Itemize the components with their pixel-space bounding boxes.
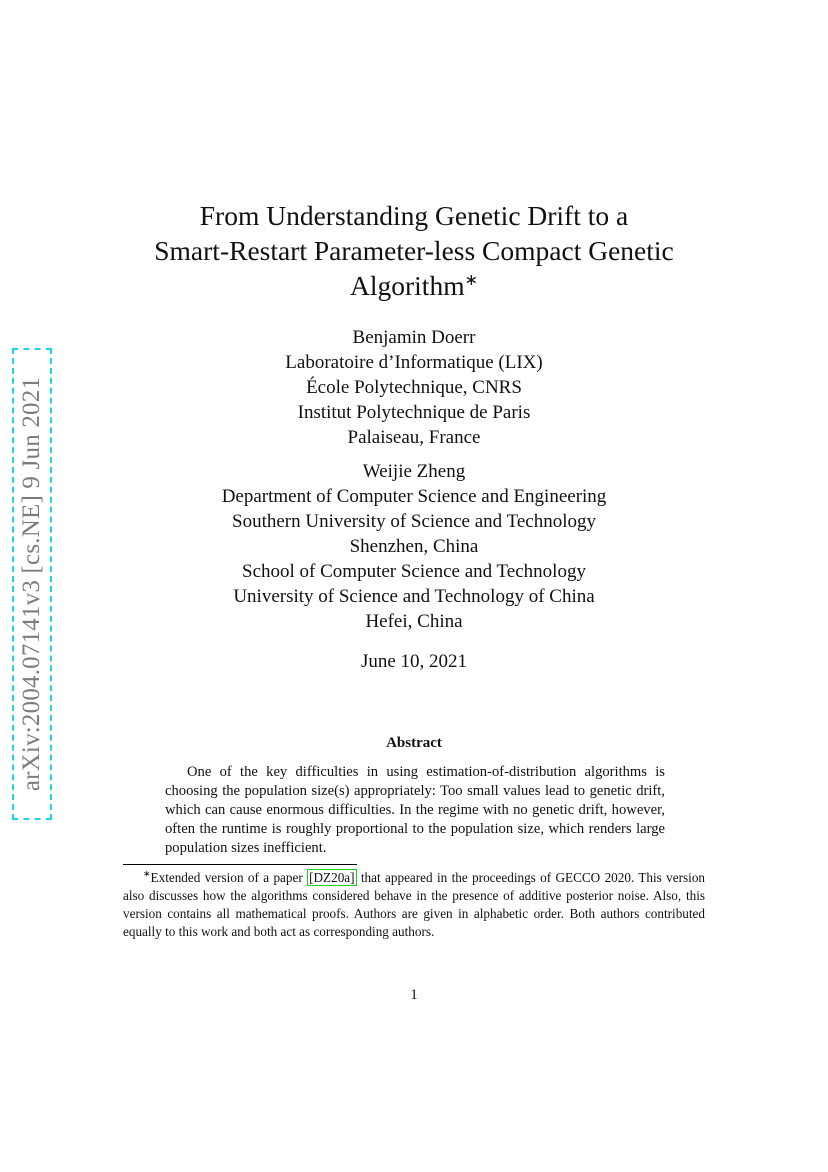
footnote-text-start: Extended version of a paper: [150, 870, 308, 885]
author-name: Weijie Zheng: [362, 461, 466, 482]
author-affiliation: Laboratoire d’Informatique (LIX): [285, 352, 543, 373]
author-affiliation: School of Computer Science and Technology: [242, 561, 586, 582]
footnote-text-end: that appeared in the proceedings of GECCO 2020. This version also discusses how the algorithms considered behave in the presence of additive posterior noise. Also, this version contains all mathematical proofs. Authors are given in alphabetic order. Both authors contributed equally to this work and both act as corresponding authors.: [123, 870, 706, 939]
author-affiliation: Department of Computer Science and Engineering: [221, 486, 607, 507]
author-affiliation: École Polytechnique, CNRS: [306, 377, 522, 398]
author-separator: [100, 450, 728, 459]
author-affiliation: Southern University of Science and Technology: [232, 511, 596, 532]
title-line: Algorithm: [350, 270, 465, 301]
footnote-rule: [123, 864, 357, 865]
arxiv-stamp: [12, 348, 52, 820]
page-number: 1: [410, 987, 418, 1003]
abstract-heading: Abstract: [386, 735, 442, 751]
paper-title: [100, 198, 728, 303]
author-affiliation: Palaiseau, France: [347, 427, 481, 448]
author-affiliation: Hefei, China: [365, 611, 463, 632]
footnote: [123, 869, 705, 941]
author-affiliation: University of Science and Technology of China: [233, 586, 595, 607]
author-name: Benjamin Doerr: [352, 327, 476, 348]
publication-date: June 10, 2021: [360, 651, 468, 672]
footnote-mark: ∗: [143, 868, 151, 879]
title-line: From Understanding Genetic Drift to a: [199, 200, 629, 231]
author-block: [100, 325, 728, 634]
citation-link[interactable]: [DZ20a]: [309, 870, 355, 885]
title-footnote-mark[interactable]: ∗: [464, 271, 478, 289]
arxiv-identifier[interactable]: arXiv:2004.07141v3 [cs.NE] 9 Jun 2021: [18, 376, 45, 792]
title-line: Smart-Restart Parameter-less Compact Genetic: [154, 235, 674, 266]
author-affiliation: Shenzhen, China: [349, 536, 479, 557]
author-affiliation: Institut Polytechnique de Paris: [297, 402, 531, 423]
abstract-text: One of the key difficulties in using estimation-of-distribution algorithms is choosing the population size(s) appropriately: Too small values lead to genetic drift, which can cause enormous difficulties. In the regime with no genetic drift, however, often the runtime is roughly proportional to the population size, which renders large population sizes inefficient.: [165, 764, 665, 856]
